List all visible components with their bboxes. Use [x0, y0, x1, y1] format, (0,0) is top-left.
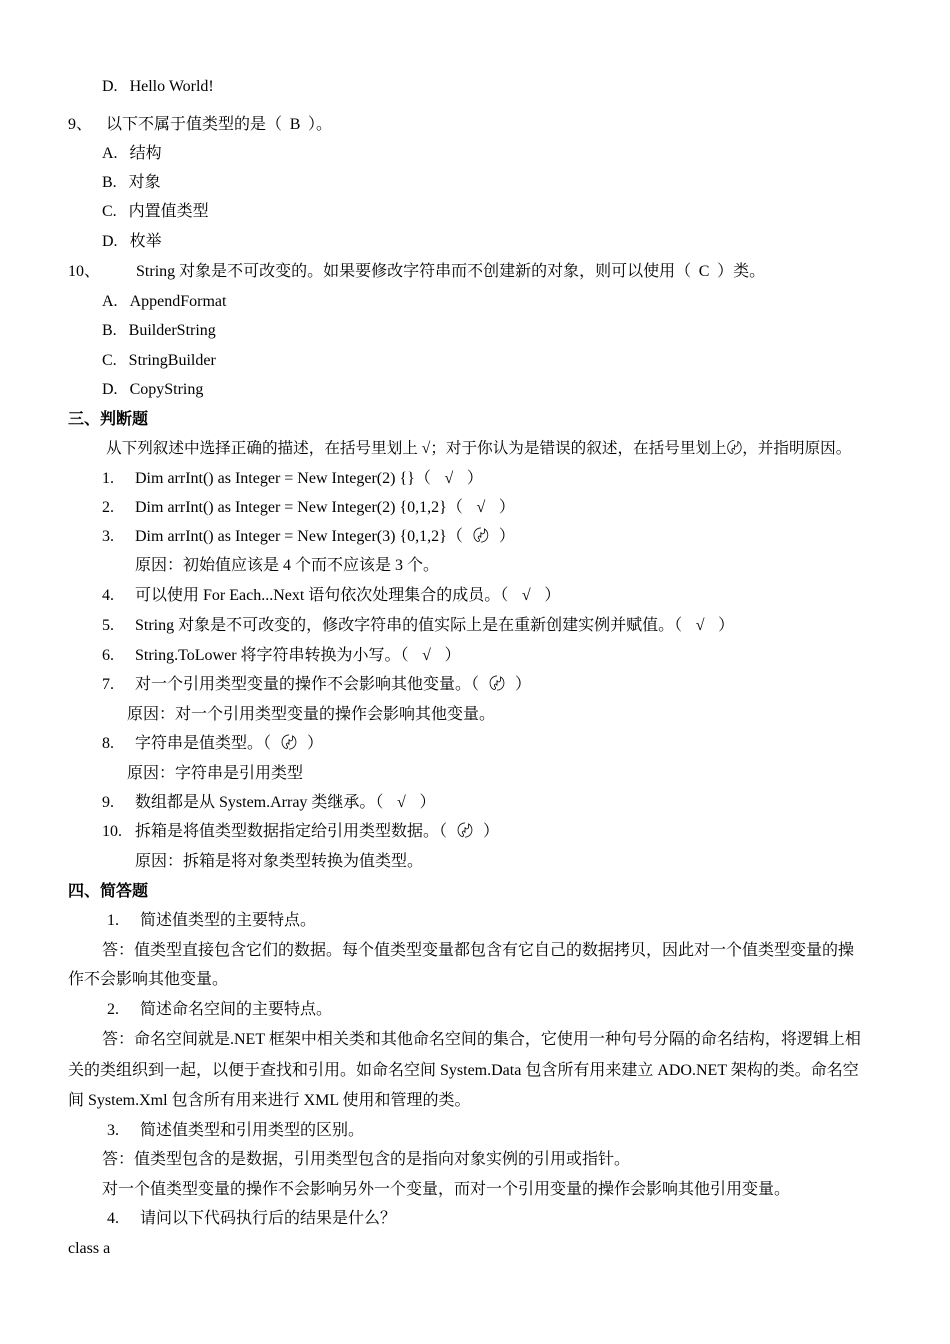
option-text: AppendFormat: [129, 293, 227, 310]
item-text: Dim arrInt() as Integer = New Integer(2) {0,1,2}（: [135, 499, 463, 516]
answer-line: 答：值类型包含的是数据，引用类型包含的是指向对象实例的引用或指针。: [102, 1151, 631, 1168]
item-close: ）: [498, 528, 515, 545]
item-close: ）: [498, 499, 515, 516]
judge-mark: √: [521, 587, 531, 604]
item-text: String 对象是不可改变的，修改字符串的值实际上是在重新创建实例并赋值。（: [135, 617, 683, 634]
item-close: ）: [466, 470, 483, 487]
judge-item: [102, 527, 515, 547]
judge-reason: 原因：对一个引用类型变量的操作会影响其他变量。: [127, 706, 496, 723]
answer-line: 答：值类型直接包含它们的数据。每个值类型变量都包含有它自己的数据拷贝，因此对一个值类型变量的操: [102, 942, 855, 959]
question-9: [68, 115, 332, 135]
item-text: String.ToLower 将字符串转换为小写。（: [135, 647, 409, 664]
answer-mark: B: [289, 116, 301, 133]
short-question: [107, 1209, 396, 1229]
answer-line: 间 System.Xml 包含所有用来进行 XML 使用和管理的类。: [68, 1092, 471, 1109]
item-number: 9.: [102, 794, 114, 811]
option-label: A.: [102, 293, 118, 310]
judge-item: [102, 616, 734, 636]
option-label: C.: [102, 352, 117, 369]
judge-mark: 〄: [457, 823, 474, 840]
judge-mark: √: [444, 470, 454, 487]
option-text: Hello World!: [129, 78, 214, 95]
short-question: [107, 911, 316, 931]
question-text: 以下不属于值类型的是（: [106, 116, 283, 133]
option-row: [102, 232, 162, 252]
item-number: 8.: [102, 735, 114, 752]
judge-mark: √: [695, 617, 705, 634]
item-text: 对一个引用类型变量的操作不会影响其他变量。（: [135, 676, 480, 693]
item-close: ）: [483, 823, 500, 840]
option-text: BuilderString: [128, 322, 216, 339]
option-row: [102, 173, 161, 193]
judge-reason: 原因：初始值应该是 4 个而不应该是 3 个。: [135, 557, 440, 574]
judge-mark: 〄: [472, 528, 489, 545]
section-heading: 三、判断题: [68, 411, 149, 428]
answer-line: 答：命名空间就是.NET 框架中相关类和其他命名空间的集合，它使用一种句号分隔的命名结构，将逻辑上相: [102, 1031, 861, 1048]
item-text: 字符串是值类型。（: [135, 735, 272, 752]
option-row: [102, 202, 209, 222]
item-number: 5.: [102, 617, 114, 634]
question-text: 简述值类型和引用类型的区别。: [140, 1122, 365, 1139]
option-label: B.: [102, 322, 117, 339]
option-row: [102, 292, 226, 312]
judge-mark: √: [476, 499, 486, 516]
question-text: 简述值类型的主要特点。: [140, 912, 317, 929]
question-10: [68, 262, 765, 282]
item-text: Dim arrInt() as Integer = New Integer(2) {}（: [135, 470, 431, 487]
item-close: ）: [307, 735, 324, 752]
answer-line: 对一个值类型变量的操作不会影响另外一个变量，而对一个引用变量的操作会影响其他引用变量。: [102, 1181, 791, 1198]
item-close: ）: [515, 676, 532, 693]
judge-item: [102, 498, 515, 518]
item-close: ）: [718, 617, 735, 634]
section-instruction: 从下列叙述中选择正确的描述，在括号里划上 √；对于你认为是错误的叙述，在括号里划上〄，并指明原因。: [106, 440, 852, 457]
item-number: 1.: [102, 470, 114, 487]
question-number: 10、: [68, 263, 101, 280]
judge-mark: 〄: [281, 735, 298, 752]
judge-item: [102, 675, 531, 695]
item-text: 可以使用 For Each...Next 语句依次处理集合的成员。（: [135, 587, 509, 604]
judge-item: [102, 586, 560, 606]
question-tail: ）类。: [717, 263, 766, 280]
answer-line: 作不会影响其他变量。: [68, 971, 229, 988]
answer-mark: C: [698, 263, 710, 280]
judge-reason: 原因：字符串是引用类型: [127, 765, 304, 782]
option-row: [102, 77, 214, 97]
item-number: 6.: [102, 647, 114, 664]
option-label: C.: [102, 203, 117, 220]
option-text: 对象: [128, 174, 161, 191]
question-text: 请问以下代码执行后的结果是什么？: [140, 1210, 397, 1227]
judge-item: [102, 734, 323, 754]
judge-item: [102, 646, 461, 666]
option-row: [102, 380, 203, 400]
option-row: [102, 144, 162, 164]
item-number: 3.: [102, 528, 114, 545]
item-close: ）: [444, 647, 461, 664]
item-number: 4.: [102, 587, 114, 604]
option-label: D.: [102, 78, 118, 95]
short-question: [107, 1121, 364, 1141]
judge-reason: 原因：拆箱是将对象类型转换为值类型。: [135, 853, 424, 870]
section-heading: 四、简答题: [68, 883, 149, 900]
judge-mark: √: [422, 647, 431, 664]
judge-item: [102, 469, 483, 489]
question-tail: ）。: [308, 116, 333, 133]
question-text: 简述命名空间的主要特点。: [140, 1001, 333, 1018]
item-close: ）: [419, 794, 436, 811]
judge-mark: √: [397, 794, 406, 811]
item-text: 拆箱是将值类型数据指定给引用类型数据。（: [135, 823, 448, 840]
item-text: 数组都是从 System.Array 类继承。（: [135, 794, 384, 811]
question-number: 4.: [107, 1210, 119, 1227]
item-text: Dim arrInt() as Integer = New Integer(3) {0,1,2}（: [135, 528, 463, 545]
option-text: StringBuilder: [128, 352, 216, 369]
option-row: [102, 321, 216, 341]
option-label: A.: [102, 145, 118, 162]
question-number: 1.: [107, 912, 119, 929]
judge-item: [102, 822, 499, 842]
code-line: class a: [68, 1240, 111, 1257]
option-text: 内置值类型: [128, 203, 209, 220]
option-row: [102, 351, 216, 371]
option-text: CopyString: [129, 381, 204, 398]
judge-mark: 〄: [489, 676, 506, 693]
judge-item: [102, 793, 435, 813]
option-label: D.: [102, 233, 118, 250]
question-number: 3.: [107, 1122, 119, 1139]
short-question: [107, 1000, 332, 1020]
item-number: 10.: [102, 823, 122, 840]
question-number: 2.: [107, 1001, 119, 1018]
option-label: D.: [102, 381, 118, 398]
option-text: 枚举: [129, 233, 162, 250]
item-number: 2.: [102, 499, 114, 516]
question-number: 9、: [68, 116, 93, 133]
option-label: B.: [102, 174, 117, 191]
option-text: 结构: [129, 145, 162, 162]
item-number: 7.: [102, 676, 114, 693]
question-text: String 对象是不可改变的。如果要修改字符串而不创建新的对象，则可以使用（: [136, 263, 692, 280]
item-close: ）: [544, 587, 561, 604]
answer-line: 关的类组织到一起，以便于查找和引用。如命名空间 System.Data 包含所有用来建立 ADO.NET 架构的类。命名空: [68, 1062, 859, 1079]
